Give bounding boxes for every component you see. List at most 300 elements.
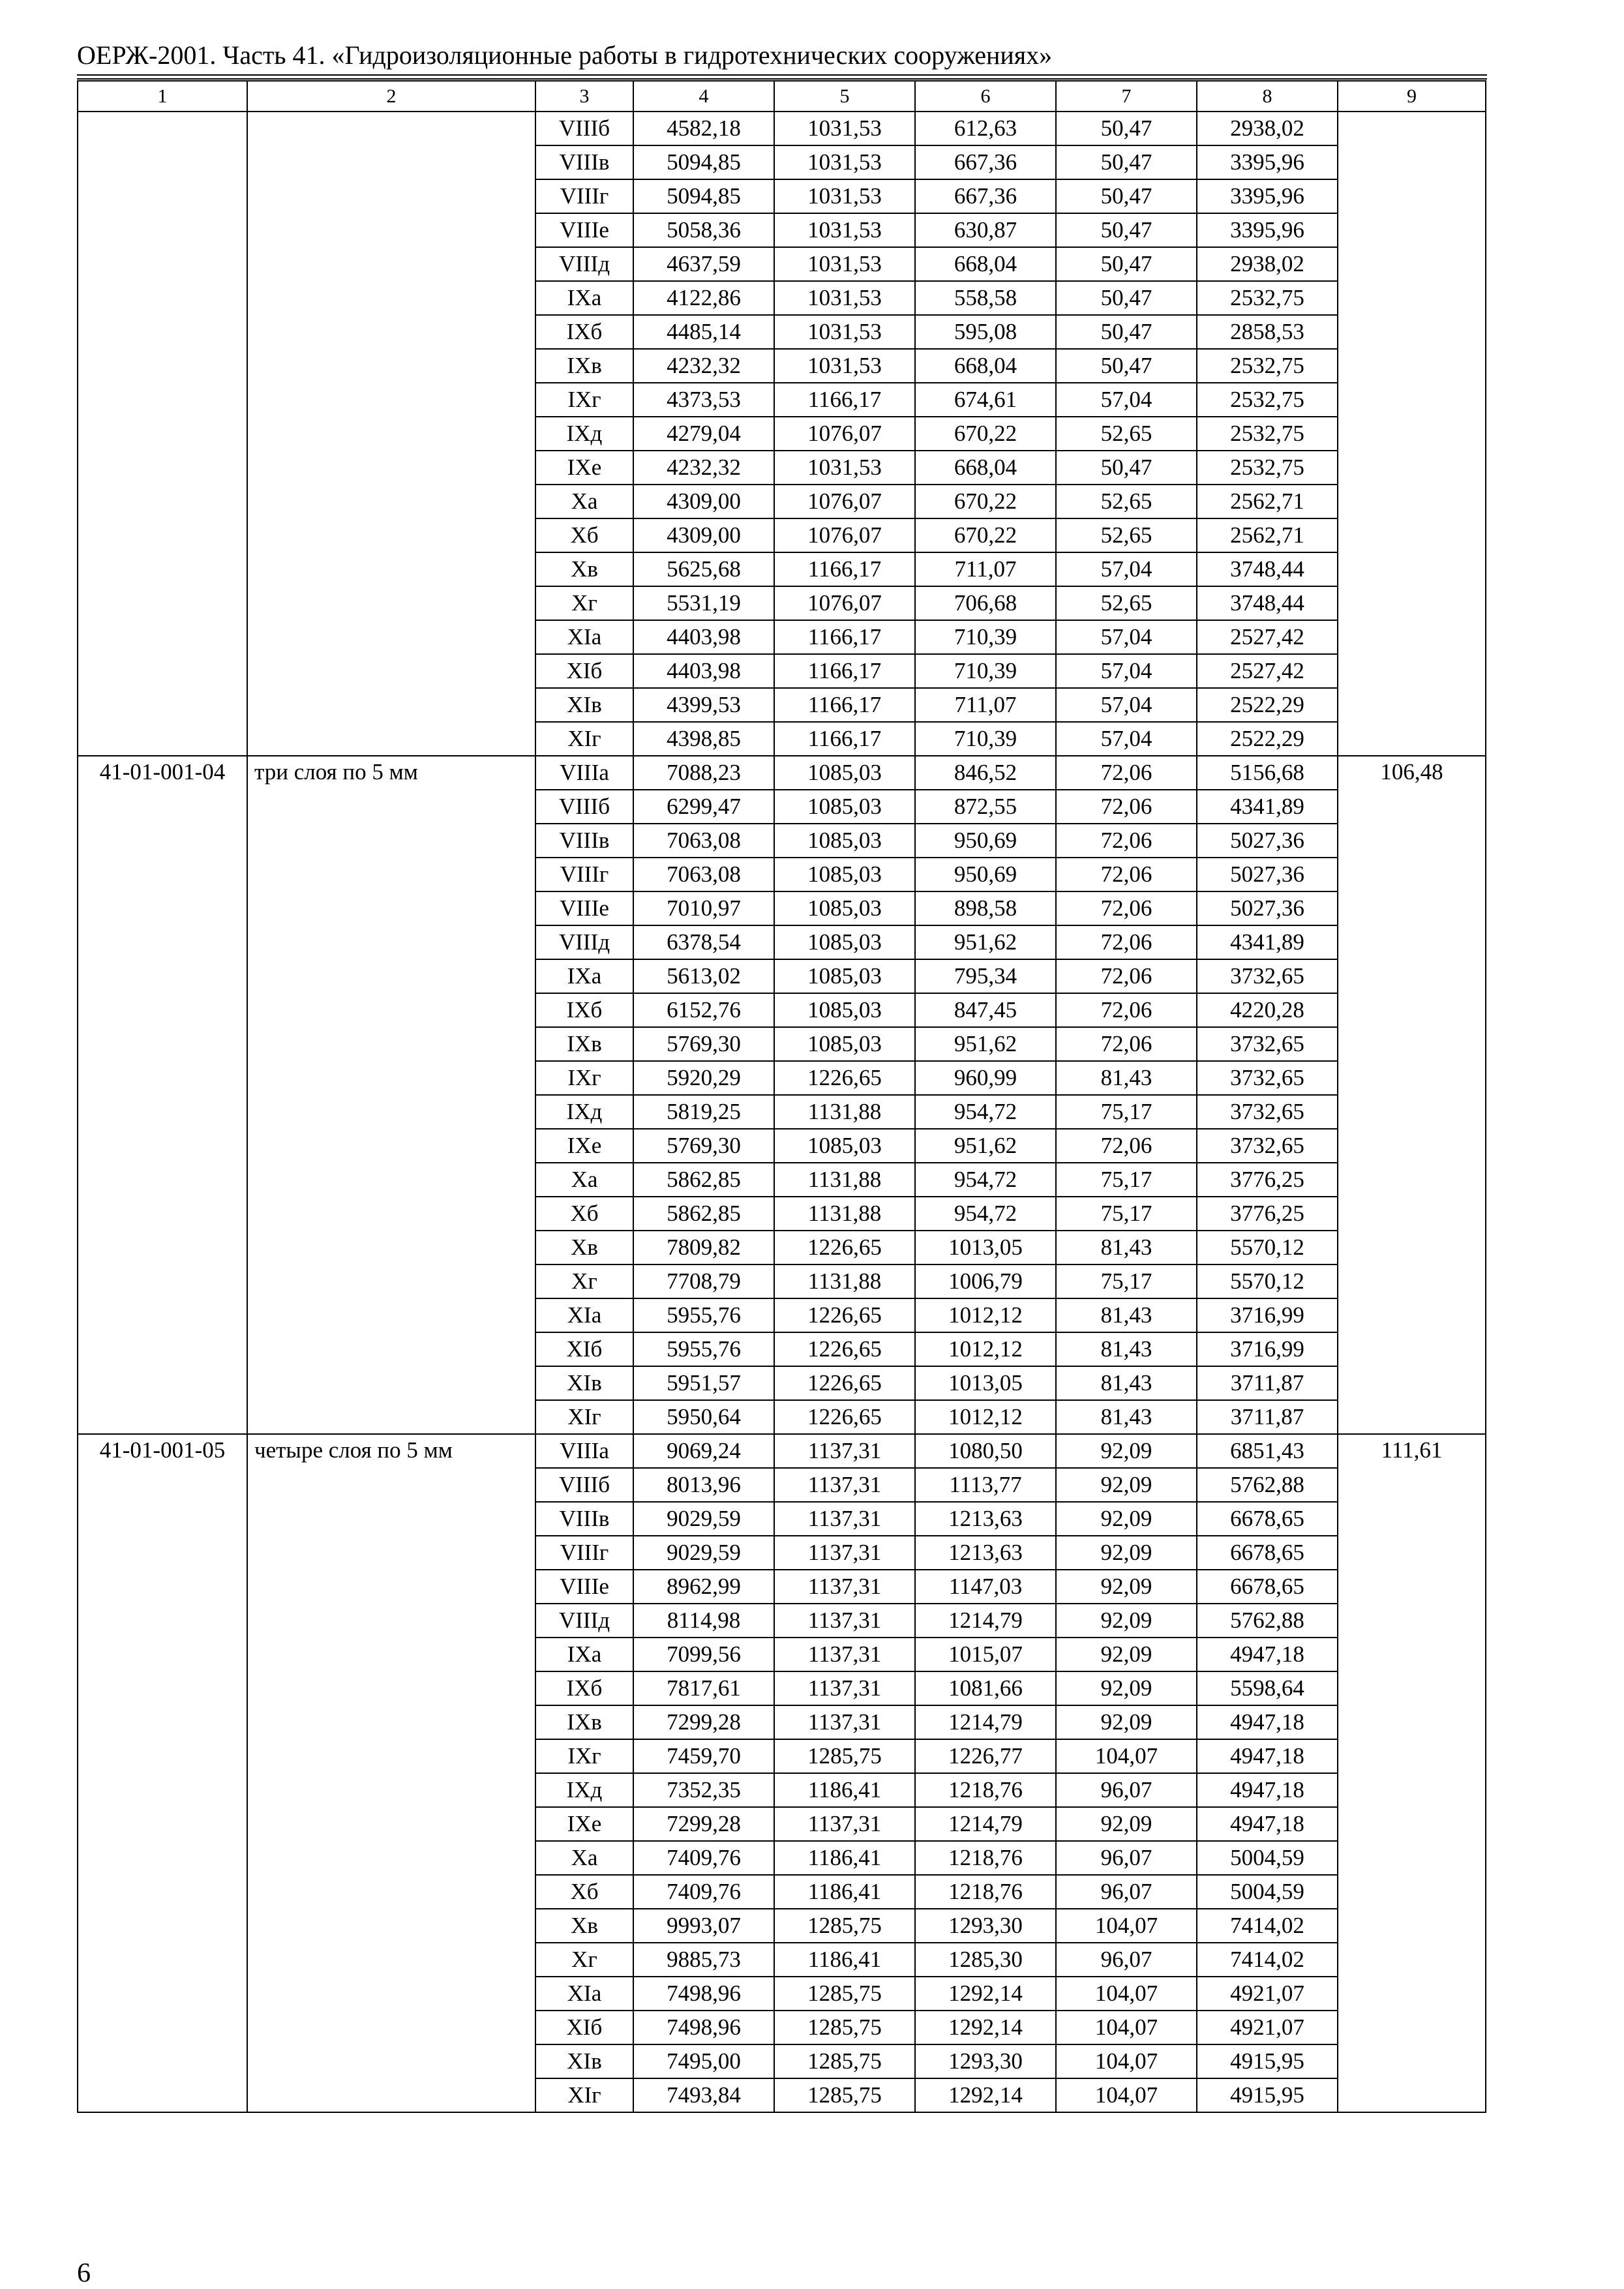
machine-costs-cell: 670,22 — [915, 518, 1056, 552]
operator-wages-cell: 96,07 — [1056, 1875, 1197, 1909]
labor-wages-cell: 1137,31 — [774, 1502, 915, 1536]
operator-wages-cell: 81,43 — [1056, 1332, 1197, 1366]
operator-wages-cell: 96,07 — [1056, 1943, 1197, 1977]
region-zone-cell: IXе — [535, 1807, 633, 1841]
operator-wages-cell: 81,43 — [1056, 1366, 1197, 1400]
direct-costs-cell: 5613,02 — [633, 959, 774, 993]
region-zone-cell: XIа — [535, 1298, 633, 1332]
labor-wages-cell: 1085,03 — [774, 1129, 915, 1163]
labor-wages-cell: 1076,07 — [774, 485, 915, 518]
region-zone-cell: IXг — [535, 383, 633, 417]
operator-wages-cell: 92,09 — [1056, 1536, 1197, 1570]
direct-costs-cell: 9029,59 — [633, 1502, 774, 1536]
direct-costs-cell: 4403,98 — [633, 620, 774, 654]
direct-costs-cell: 5955,76 — [633, 1332, 774, 1366]
region-zone-cell: Xб — [535, 1875, 633, 1909]
operator-wages-cell: 72,06 — [1056, 993, 1197, 1027]
region-zone-cell: IXб — [535, 1671, 633, 1705]
materials-cell: 3732,65 — [1197, 1027, 1338, 1061]
region-zone-cell: IXд — [535, 1095, 633, 1129]
operator-wages-cell: 92,09 — [1056, 1468, 1197, 1502]
operator-wages-cell: 57,04 — [1056, 722, 1197, 756]
labor-wages-cell: 1031,53 — [774, 145, 915, 179]
operator-wages-cell: 81,43 — [1056, 1298, 1197, 1332]
region-zone-cell: XIа — [535, 1977, 633, 2011]
region-zone-cell: XIа — [535, 620, 633, 654]
region-zone-cell: XIг — [535, 1400, 633, 1434]
region-zone-cell: VIIIе — [535, 1570, 633, 1604]
machine-costs-cell: 950,69 — [915, 858, 1056, 891]
operator-wages-cell: 81,43 — [1056, 1400, 1197, 1434]
machine-costs-cell: 1006,79 — [915, 1264, 1056, 1298]
machine-costs-cell: 711,07 — [915, 688, 1056, 722]
operator-wages-cell: 50,47 — [1056, 213, 1197, 247]
region-zone-cell: IXа — [535, 959, 633, 993]
labor-wages-cell: 1285,75 — [774, 1977, 915, 2011]
direct-costs-cell: 5531,19 — [633, 586, 774, 620]
direct-costs-cell: 7063,08 — [633, 824, 774, 858]
region-zone-cell: Xг — [535, 1943, 633, 1977]
machine-costs-cell: 710,39 — [915, 722, 1056, 756]
materials-cell: 5598,64 — [1197, 1671, 1338, 1705]
direct-costs-cell: 8013,96 — [633, 1468, 774, 1502]
labor-wages-cell: 1085,03 — [774, 790, 915, 824]
materials-cell: 3776,25 — [1197, 1197, 1338, 1231]
region-zone-cell: IXг — [535, 1061, 633, 1095]
operator-wages-cell: 92,09 — [1056, 1807, 1197, 1841]
operator-wages-cell: 75,17 — [1056, 1095, 1197, 1129]
column-number-8: 8 — [1197, 81, 1338, 112]
materials-cell: 5004,59 — [1197, 1875, 1338, 1909]
operator-wages-cell: 72,06 — [1056, 756, 1197, 790]
labor-wages-cell: 1137,31 — [774, 1604, 915, 1638]
labor-wages-cell: 1186,41 — [774, 1943, 915, 1977]
machine-costs-cell: 1012,12 — [915, 1298, 1056, 1332]
direct-costs-cell: 5862,85 — [633, 1163, 774, 1197]
labor-wages-cell: 1166,17 — [774, 688, 915, 722]
header-rule — [77, 78, 1487, 80]
operator-wages-cell: 50,47 — [1056, 247, 1197, 281]
direct-costs-cell: 5819,25 — [633, 1095, 774, 1129]
materials-cell: 5027,36 — [1197, 824, 1338, 858]
operator-wages-cell: 75,17 — [1056, 1163, 1197, 1197]
materials-cell: 3395,96 — [1197, 145, 1338, 179]
materials-cell: 3716,99 — [1197, 1298, 1338, 1332]
materials-cell: 2532,75 — [1197, 383, 1338, 417]
operator-wages-cell: 57,04 — [1056, 654, 1197, 688]
operator-wages-cell: 57,04 — [1056, 383, 1197, 417]
machine-costs-cell: 872,55 — [915, 790, 1056, 824]
labor-wages-cell: 1285,75 — [774, 2011, 915, 2044]
materials-cell: 3776,25 — [1197, 1163, 1338, 1197]
labor-wages-cell: 1186,41 — [774, 1875, 915, 1909]
operator-wages-cell: 72,06 — [1056, 959, 1197, 993]
direct-costs-cell: 4309,00 — [633, 518, 774, 552]
region-zone-cell: VIIIд — [535, 247, 633, 281]
materials-cell: 6678,65 — [1197, 1536, 1338, 1570]
materials-cell: 2938,02 — [1197, 112, 1338, 145]
operator-wages-cell: 81,43 — [1056, 1231, 1197, 1264]
labor-wages-cell: 1285,75 — [774, 2078, 915, 2112]
labor-wages-cell: 1137,31 — [774, 1671, 915, 1705]
labor-wages-cell: 1226,65 — [774, 1231, 915, 1264]
direct-costs-cell: 7409,76 — [633, 1841, 774, 1875]
region-zone-cell: IXг — [535, 1739, 633, 1773]
operator-wages-cell: 104,07 — [1056, 1977, 1197, 2011]
labor-wages-cell: 1137,31 — [774, 1638, 915, 1671]
machine-costs-cell: 950,69 — [915, 824, 1056, 858]
labor-wages-cell: 1085,03 — [774, 824, 915, 858]
labor-wages-cell: 1166,17 — [774, 383, 915, 417]
operator-wages-cell: 75,17 — [1056, 1264, 1197, 1298]
column-number-6: 6 — [915, 81, 1056, 112]
labor-wages-cell: 1031,53 — [774, 247, 915, 281]
direct-costs-cell: 4232,32 — [633, 349, 774, 383]
machine-costs-cell: 951,62 — [915, 925, 1056, 959]
materials-cell: 2527,42 — [1197, 654, 1338, 688]
materials-cell: 5004,59 — [1197, 1841, 1338, 1875]
direct-costs-cell: 7817,61 — [633, 1671, 774, 1705]
materials-cell: 4921,07 — [1197, 2011, 1338, 2044]
direct-costs-cell: 8114,98 — [633, 1604, 774, 1638]
labor-wages-cell: 1131,88 — [774, 1163, 915, 1197]
labor-wages-cell: 1085,03 — [774, 756, 915, 790]
materials-cell: 2522,29 — [1197, 688, 1338, 722]
operator-wages-cell: 50,47 — [1056, 179, 1197, 213]
labor-wages-cell: 1031,53 — [774, 179, 915, 213]
labor-wages-cell: 1131,88 — [774, 1197, 915, 1231]
machine-costs-cell: 951,62 — [915, 1129, 1056, 1163]
machine-costs-cell: 1218,76 — [915, 1875, 1056, 1909]
machine-costs-cell: 710,39 — [915, 654, 1056, 688]
machine-costs-cell: 710,39 — [915, 620, 1056, 654]
labor-wages-cell: 1085,03 — [774, 925, 915, 959]
materials-cell: 5027,36 — [1197, 858, 1338, 891]
machine-costs-cell: 1012,12 — [915, 1400, 1056, 1434]
labor-hours-cell: 106,48 — [1338, 756, 1486, 1434]
direct-costs-cell: 5094,85 — [633, 179, 774, 213]
region-zone-cell: XIв — [535, 1366, 633, 1400]
machine-costs-cell: 670,22 — [915, 417, 1056, 451]
direct-costs-cell: 5094,85 — [633, 145, 774, 179]
materials-cell: 6851,43 — [1197, 1434, 1338, 1468]
direct-costs-cell: 5625,68 — [633, 552, 774, 586]
operator-wages-cell: 50,47 — [1056, 112, 1197, 145]
direct-costs-cell: 7498,96 — [633, 2011, 774, 2044]
operator-wages-cell: 92,09 — [1056, 1671, 1197, 1705]
labor-wages-cell: 1226,65 — [774, 1061, 915, 1095]
machine-costs-cell: 1285,30 — [915, 1943, 1056, 1977]
materials-cell: 6678,65 — [1197, 1502, 1338, 1536]
operator-wages-cell: 104,07 — [1056, 1909, 1197, 1943]
document-title: ОЕРЖ-2001. Часть 41. «Гидроизоляционные работы в гидротехнических сооружениях» — [77, 40, 1053, 70]
operator-wages-cell: 96,07 — [1056, 1841, 1197, 1875]
region-zone-cell: XIг — [535, 722, 633, 756]
labor-wages-cell: 1285,75 — [774, 2044, 915, 2078]
region-zone-cell: XIб — [535, 2011, 633, 2044]
region-zone-cell: Xв — [535, 1231, 633, 1264]
column-number-4: 4 — [633, 81, 774, 112]
materials-cell: 4921,07 — [1197, 1977, 1338, 2011]
labor-wages-cell: 1285,75 — [774, 1739, 915, 1773]
region-zone-cell: VIIIа — [535, 756, 633, 790]
labor-wages-cell: 1076,07 — [774, 586, 915, 620]
region-zone-cell: IXе — [535, 451, 633, 485]
header-rule — [77, 74, 1487, 76]
rate-code-cell: 41-01-001-05 — [78, 1434, 247, 2112]
labor-wages-cell: 1226,65 — [774, 1400, 915, 1434]
direct-costs-cell: 6152,76 — [633, 993, 774, 1027]
page-header — [77, 38, 1487, 73]
materials-cell: 5570,12 — [1197, 1231, 1338, 1264]
materials-cell: 4915,95 — [1197, 2044, 1338, 2078]
region-zone-cell: VIIIв — [535, 824, 633, 858]
machine-costs-cell: 960,99 — [915, 1061, 1056, 1095]
region-zone-cell: Xв — [535, 1909, 633, 1943]
materials-cell: 3732,65 — [1197, 1129, 1338, 1163]
machine-costs-cell: 1113,77 — [915, 1468, 1056, 1502]
labor-wages-cell: 1031,53 — [774, 213, 915, 247]
machine-costs-cell: 795,34 — [915, 959, 1056, 993]
materials-cell: 3711,87 — [1197, 1366, 1338, 1400]
column-number-7: 7 — [1056, 81, 1197, 112]
region-zone-cell: Xб — [535, 518, 633, 552]
region-zone-cell: VIIIг — [535, 179, 633, 213]
operator-wages-cell: 72,06 — [1056, 1027, 1197, 1061]
materials-cell: 3711,87 — [1197, 1400, 1338, 1434]
region-zone-cell: XIб — [535, 1332, 633, 1366]
materials-cell: 5762,88 — [1197, 1604, 1338, 1638]
region-zone-cell: Xа — [535, 485, 633, 518]
direct-costs-cell: 5862,85 — [633, 1197, 774, 1231]
materials-cell: 3748,44 — [1197, 586, 1338, 620]
region-zone-cell: IXа — [535, 281, 633, 315]
materials-cell: 5156,68 — [1197, 756, 1338, 790]
operator-wages-cell: 72,06 — [1056, 790, 1197, 824]
machine-costs-cell: 558,58 — [915, 281, 1056, 315]
operator-wages-cell: 81,43 — [1056, 1061, 1197, 1095]
labor-wages-cell: 1076,07 — [774, 417, 915, 451]
direct-costs-cell: 9993,07 — [633, 1909, 774, 1943]
rate-code-cell — [78, 112, 247, 756]
machine-costs-cell: 1081,66 — [915, 1671, 1056, 1705]
labor-wages-cell: 1285,75 — [774, 1909, 915, 1943]
direct-costs-cell: 4122,86 — [633, 281, 774, 315]
direct-costs-cell: 9029,59 — [633, 1536, 774, 1570]
machine-costs-cell: 954,72 — [915, 1095, 1056, 1129]
direct-costs-cell: 7063,08 — [633, 858, 774, 891]
labor-wages-cell: 1137,31 — [774, 1705, 915, 1739]
region-zone-cell: VIIIе — [535, 891, 633, 925]
region-zone-cell: IXв — [535, 349, 633, 383]
machine-costs-cell: 1214,79 — [915, 1807, 1056, 1841]
rate-code-cell: 41-01-001-04 — [78, 756, 247, 1434]
materials-cell: 3716,99 — [1197, 1332, 1338, 1366]
machine-costs-cell: 706,68 — [915, 586, 1056, 620]
machine-costs-cell: 595,08 — [915, 315, 1056, 349]
materials-cell: 4947,18 — [1197, 1739, 1338, 1773]
operator-wages-cell: 50,47 — [1056, 451, 1197, 485]
materials-cell: 4947,18 — [1197, 1638, 1338, 1671]
machine-costs-cell: 1013,05 — [915, 1231, 1056, 1264]
region-zone-cell: VIIIб — [535, 1468, 633, 1502]
operator-wages-cell: 52,65 — [1056, 485, 1197, 518]
materials-cell: 2522,29 — [1197, 722, 1338, 756]
region-zone-cell: Xб — [535, 1197, 633, 1231]
labor-wages-cell: 1085,03 — [774, 993, 915, 1027]
labor-wages-cell: 1166,17 — [774, 654, 915, 688]
materials-cell: 2938,02 — [1197, 247, 1338, 281]
machine-costs-cell: 630,87 — [915, 213, 1056, 247]
direct-costs-cell: 7088,23 — [633, 756, 774, 790]
operator-wages-cell: 52,65 — [1056, 417, 1197, 451]
operator-wages-cell: 57,04 — [1056, 552, 1197, 586]
labor-wages-cell: 1085,03 — [774, 959, 915, 993]
materials-cell: 4947,18 — [1197, 1773, 1338, 1807]
rate-description-cell — [247, 112, 535, 756]
materials-cell: 7414,02 — [1197, 1909, 1338, 1943]
labor-wages-cell: 1031,53 — [774, 451, 915, 485]
labor-wages-cell: 1076,07 — [774, 518, 915, 552]
region-zone-cell: VIIIб — [535, 790, 633, 824]
operator-wages-cell: 50,47 — [1056, 315, 1197, 349]
direct-costs-cell: 7299,28 — [633, 1705, 774, 1739]
machine-costs-cell: 1292,14 — [915, 2011, 1056, 2044]
materials-cell: 2858,53 — [1197, 315, 1338, 349]
machine-costs-cell: 711,07 — [915, 552, 1056, 586]
machine-costs-cell: 1080,50 — [915, 1434, 1056, 1468]
labor-wages-cell: 1031,53 — [774, 349, 915, 383]
machine-costs-cell: 847,45 — [915, 993, 1056, 1027]
column-number-5: 5 — [774, 81, 915, 112]
page-number: 6 — [77, 2258, 91, 2288]
direct-costs-cell: 5955,76 — [633, 1298, 774, 1332]
direct-costs-cell: 5058,36 — [633, 213, 774, 247]
machine-costs-cell: 1012,12 — [915, 1332, 1056, 1366]
region-zone-cell: IXв — [535, 1027, 633, 1061]
operator-wages-cell: 104,07 — [1056, 2044, 1197, 2078]
materials-cell: 4915,95 — [1197, 2078, 1338, 2112]
labor-hours-cell — [1338, 112, 1486, 756]
direct-costs-cell: 5920,29 — [633, 1061, 774, 1095]
labor-wages-cell: 1085,03 — [774, 891, 915, 925]
rate-description-cell: четыре слоя по 5 мм — [247, 1434, 535, 2112]
direct-costs-cell: 4399,53 — [633, 688, 774, 722]
direct-costs-cell: 7409,76 — [633, 1875, 774, 1909]
labor-wages-cell: 1166,17 — [774, 552, 915, 586]
direct-costs-cell: 4398,85 — [633, 722, 774, 756]
operator-wages-cell: 92,09 — [1056, 1434, 1197, 1468]
labor-hours-cell: 111,61 — [1338, 1434, 1486, 2112]
materials-cell: 2532,75 — [1197, 417, 1338, 451]
column-number-3: 3 — [535, 81, 633, 112]
direct-costs-cell: 4309,00 — [633, 485, 774, 518]
materials-cell: 4947,18 — [1197, 1807, 1338, 1841]
materials-cell: 5762,88 — [1197, 1468, 1338, 1502]
region-zone-cell: VIIIг — [535, 1536, 633, 1570]
machine-costs-cell: 670,22 — [915, 485, 1056, 518]
labor-wages-cell: 1137,31 — [774, 1536, 915, 1570]
direct-costs-cell: 4232,32 — [633, 451, 774, 485]
direct-costs-cell: 4582,18 — [633, 112, 774, 145]
labor-wages-cell: 1166,17 — [774, 722, 915, 756]
operator-wages-cell: 57,04 — [1056, 620, 1197, 654]
region-zone-cell: Xв — [535, 552, 633, 586]
materials-cell: 3748,44 — [1197, 552, 1338, 586]
operator-wages-cell: 72,06 — [1056, 1129, 1197, 1163]
direct-costs-cell: 7099,56 — [633, 1638, 774, 1671]
region-zone-cell: Xг — [535, 586, 633, 620]
machine-costs-cell: 1292,14 — [915, 2078, 1056, 2112]
direct-costs-cell: 7299,28 — [633, 1807, 774, 1841]
materials-cell: 2562,71 — [1197, 485, 1338, 518]
labor-wages-cell: 1226,65 — [774, 1332, 915, 1366]
labor-wages-cell: 1131,88 — [774, 1095, 915, 1129]
labor-wages-cell: 1137,31 — [774, 1434, 915, 1468]
direct-costs-cell: 6378,54 — [633, 925, 774, 959]
labor-wages-cell: 1137,31 — [774, 1468, 915, 1502]
materials-cell: 4947,18 — [1197, 1705, 1338, 1739]
direct-costs-cell: 6299,47 — [633, 790, 774, 824]
direct-costs-cell: 9885,73 — [633, 1943, 774, 1977]
labor-wages-cell: 1226,65 — [774, 1366, 915, 1400]
materials-cell: 2527,42 — [1197, 620, 1338, 654]
machine-costs-cell: 667,36 — [915, 179, 1056, 213]
operator-wages-cell: 50,47 — [1056, 145, 1197, 179]
operator-wages-cell: 104,07 — [1056, 1739, 1197, 1773]
materials-cell: 3395,96 — [1197, 179, 1338, 213]
direct-costs-cell: 5769,30 — [633, 1027, 774, 1061]
operator-wages-cell: 72,06 — [1056, 824, 1197, 858]
materials-cell: 5570,12 — [1197, 1264, 1338, 1298]
materials-cell: 2532,75 — [1197, 281, 1338, 315]
machine-costs-cell: 1015,07 — [915, 1638, 1056, 1671]
region-zone-cell: IXе — [535, 1129, 633, 1163]
direct-costs-cell: 9069,24 — [633, 1434, 774, 1468]
region-zone-cell: IXв — [535, 1705, 633, 1739]
region-zone-cell: Xа — [535, 1841, 633, 1875]
region-zone-cell: VIIIд — [535, 1604, 633, 1638]
machine-costs-cell: 1214,79 — [915, 1604, 1056, 1638]
region-zone-cell: VIIIд — [535, 925, 633, 959]
direct-costs-cell: 4279,04 — [633, 417, 774, 451]
operator-wages-cell: 92,09 — [1056, 1570, 1197, 1604]
direct-costs-cell: 4373,53 — [633, 383, 774, 417]
table-row — [78, 756, 1486, 790]
machine-costs-cell: 1226,77 — [915, 1739, 1056, 1773]
machine-costs-cell: 1147,03 — [915, 1570, 1056, 1604]
labor-wages-cell: 1137,31 — [774, 1570, 915, 1604]
region-zone-cell: Xг — [535, 1264, 633, 1298]
materials-cell: 4341,89 — [1197, 925, 1338, 959]
machine-costs-cell: 951,62 — [915, 1027, 1056, 1061]
machine-costs-cell: 1293,30 — [915, 1909, 1056, 1943]
region-zone-cell: VIIIб — [535, 112, 633, 145]
direct-costs-cell: 4637,59 — [633, 247, 774, 281]
machine-costs-cell: 1213,63 — [915, 1536, 1056, 1570]
machine-costs-cell: 1214,79 — [915, 1705, 1056, 1739]
column-number-9: 9 — [1338, 81, 1486, 112]
machine-costs-cell: 1293,30 — [915, 2044, 1056, 2078]
rate-description-cell: три слоя по 5 мм — [247, 756, 535, 1434]
region-zone-cell: XIб — [535, 654, 633, 688]
direct-costs-cell: 4403,98 — [633, 654, 774, 688]
region-zone-cell: VIIIг — [535, 858, 633, 891]
region-zone-cell: Xа — [535, 1163, 633, 1197]
operator-wages-cell: 72,06 — [1056, 891, 1197, 925]
labor-wages-cell: 1031,53 — [774, 281, 915, 315]
machine-costs-cell: 668,04 — [915, 451, 1056, 485]
